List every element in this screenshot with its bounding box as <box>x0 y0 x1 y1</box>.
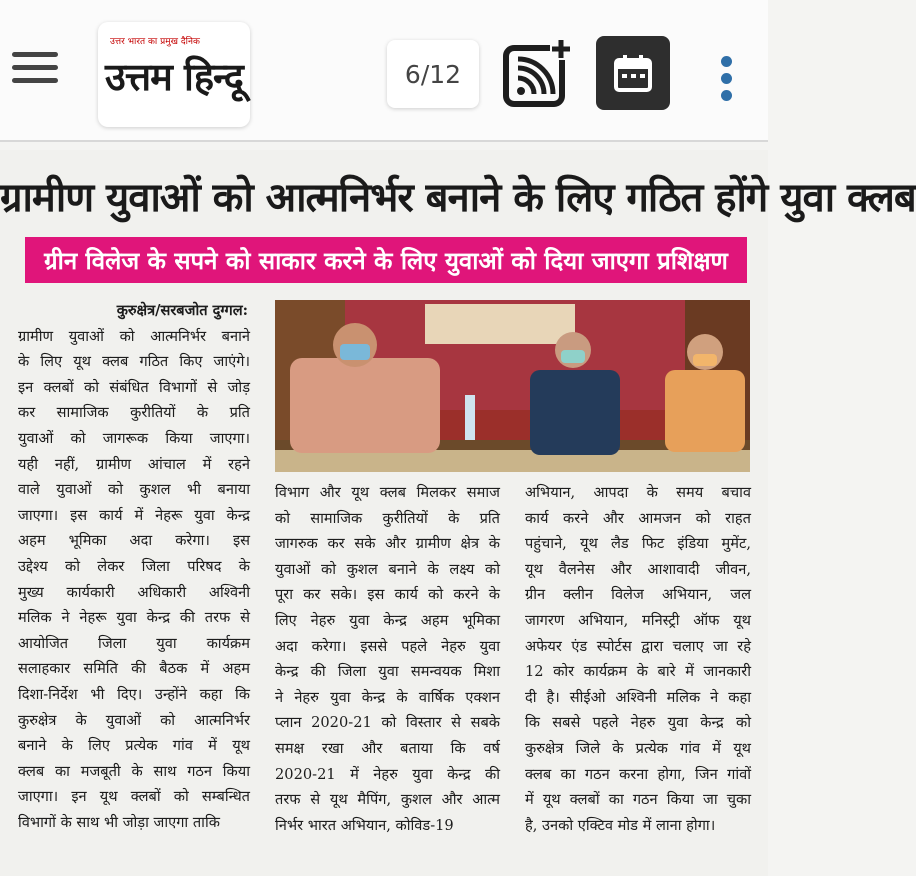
text-line: को सामाजिक कुरीतियों के प्रति <box>275 509 500 527</box>
text-line: केन्द्र की जिला युवा समन्वयक मिशा <box>275 663 500 681</box>
app-bar <box>0 0 768 142</box>
article-photo <box>275 300 750 472</box>
article-column-3 <box>525 480 751 838</box>
logo-name: उत्तम हिन्दू <box>105 54 243 99</box>
text-line: युवाओं को जागरूक किया जाएगा। <box>18 429 250 447</box>
text-line: के लिए यूथ क्लब गठित किए जाएंगे। <box>18 353 250 371</box>
text-line: जागरण अभियान, मनिस्ट्री ऑफ यूथ <box>525 611 751 629</box>
text-line: सलाहकार समिति की बैठक में अहम <box>18 660 250 678</box>
text-line: 2020-21 में नेहरु युवा केन्द्र की <box>275 765 500 783</box>
logo-tagline: उत्तर भारत का प्रमुख दैनिक <box>110 37 200 47</box>
text-line: दिशा-निर्देश भी दिए। उन्होंने कहा कि <box>18 685 250 703</box>
dateline: कुरुक्षेत्र/सरबजोत दुग्गल: <box>116 302 248 319</box>
text-line: अहम भूमिका अदा करेगा। इस <box>18 532 250 550</box>
article-column-2 <box>275 480 500 838</box>
text-line: में यूथ क्लबों का गठन किया जा चुका <box>525 791 751 809</box>
text-line: कुरुक्षेत्र के युवाओं को आत्मनिर्भर <box>18 711 250 729</box>
text-line: अभियान, आपदा के समय बचाव <box>525 484 751 501</box>
rss-add-icon[interactable] <box>502 38 572 108</box>
more-vertical-icon[interactable] <box>716 56 736 106</box>
newspaper-logo[interactable] <box>98 22 250 127</box>
text-line: आयोजित जिला युवा कार्यक्रम <box>18 634 250 652</box>
text-line: वाले युवाओं को कुशल भी बनाया <box>18 481 250 499</box>
text-line: प्लान 2020-21 को विस्तार से सबके <box>275 714 500 732</box>
page-indicator[interactable]: 6/12 <box>387 40 479 108</box>
column-1-text <box>18 324 250 836</box>
article-headline: ग्रामीण युवाओं को आत्मनिर्भर बनाने के लिए गठित होंगे युवा क्लब <box>0 174 916 221</box>
text-line: इन क्लबों को संबंधित विभागों से जोड़ <box>18 378 250 396</box>
menu-icon[interactable] <box>12 52 58 86</box>
column-3-text <box>525 480 751 838</box>
text-line: बनाने के लिए प्रत्येक गांव में यूथ <box>18 737 250 755</box>
text-line: मुख्य कार्यकारी अधिकारी अश्विनी <box>18 583 250 601</box>
column-2-text <box>275 480 500 838</box>
text-line: क्लब का गठन करना होगा, जिन गांवों <box>525 765 751 783</box>
text-line: जागरुक कर सके और ग्रामीण क्षेत्र के <box>275 535 500 553</box>
text-line: विभाग और यूथ क्लब मिलकर समाज <box>275 484 500 501</box>
text-line: कि सबसे पहले नेहरु युवा केन्द्र को <box>525 714 751 732</box>
text-line: यूथ वैलनेस और आशावादी जीवन, <box>525 560 751 578</box>
article-column-1 <box>18 298 250 835</box>
text-line: कुरुक्षेत्र जिले के प्रत्येक गांव में यूथ <box>525 739 751 757</box>
text-line: युवाओं को कुशल बनाने के लक्ष्य को <box>275 560 500 578</box>
text-line: अदा करेगा। इससे पहले नेहरु युवा <box>275 637 500 655</box>
text-line: पहुंचाने, यूथ लैड फिट इंडिया मुमेंट, <box>525 535 751 553</box>
text-line: तरफ से यूथ मैपिंग, कुशल और आत्म <box>275 791 500 809</box>
text-line: 12 कोर कार्यक्रम के बारे में जानकारी <box>525 663 751 681</box>
text-line: ग्रामीण युवाओं को आत्मनिर्भर बनाने <box>18 327 250 345</box>
article-subheadline: ग्रीन विलेज के सपने को साकार करने के लिए युवाओं को दिया जाएगा प्रशिक्षण <box>25 237 747 283</box>
text-line: विभागों के साथ भी जोड़ा जाएगा ताकि <box>18 813 220 831</box>
text-line: यही नहीं, ग्रामीण आंचाल में रहने <box>18 455 250 473</box>
text-line: लिए नेहरु युवा केन्द्र अहम भूमिका <box>275 611 500 629</box>
text-line: कर सामाजिक कुरीतियों के प्रति <box>18 404 250 422</box>
text-line: कार्य करने और आमजन को राहत <box>525 509 751 527</box>
text-line: है, उनको एक्टिव मोड में लाना होगा। <box>525 816 716 834</box>
text-line: समक्ष रखा और बताया कि वर्ष <box>275 739 500 757</box>
text-line: पूरा कर सके। इस कार्य को करने के <box>275 586 500 604</box>
calendar-icon[interactable] <box>596 36 670 110</box>
text-line: जाएगा। इन यूथ क्लबों को सम्बन्धित <box>18 788 250 806</box>
text-line: ग्रीन क्लीन विलेज अभियान, जल <box>525 586 751 604</box>
text-line: अफेयर एंड स्पोर्टस द्वारा चलाए जा रहे <box>525 637 751 655</box>
text-line: क्लब का मजबूती के साथ गठन किया <box>18 762 250 780</box>
text-line: मलिक ने नेहरू युवा केन्द्र की तरफ से <box>18 609 250 627</box>
text-line: जाएगा। इस कार्य में नेहरू युवा केन्द्र <box>18 506 250 524</box>
text-line: ने नेहरु युवा केन्द्र के वार्षिक एक्शन <box>275 688 500 706</box>
text-line: दी है। सीईओ अश्विनी मलिक ने कहा <box>525 688 751 706</box>
text-line: निर्भर भारत अभियान, कोविड-19 <box>275 816 454 834</box>
text-line: उद्देश्य को लेकर जिला परिषद के <box>18 557 250 575</box>
